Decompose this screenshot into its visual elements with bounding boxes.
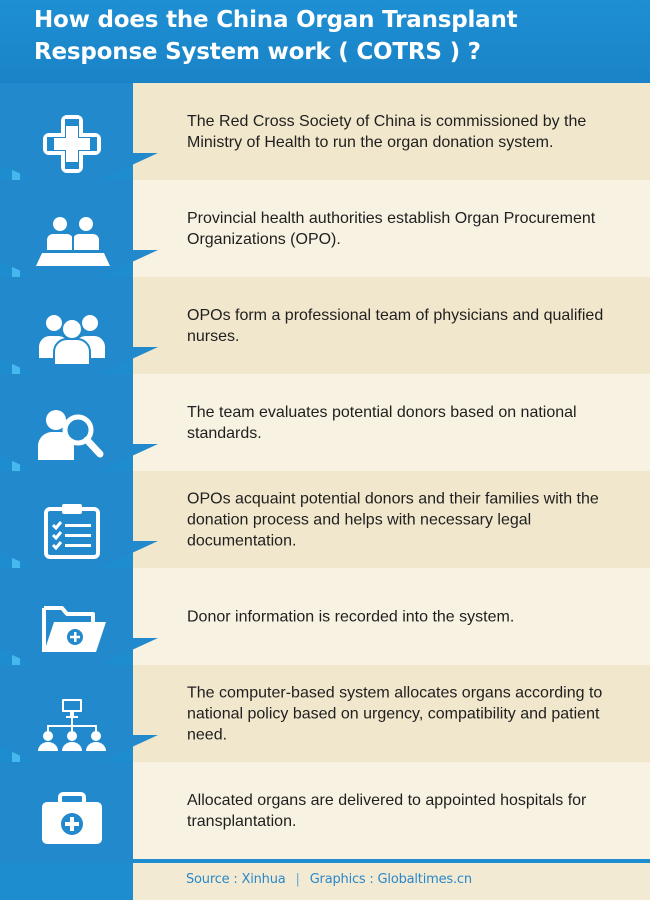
- step-text-3: OPOs form a professional team of physicians and qualified nurses.: [187, 306, 604, 345]
- step-row-2: [133, 180, 650, 277]
- graphics-credit: Graphics : Globaltimes.cn: [309, 872, 472, 887]
- footer-separator: |: [295, 872, 300, 887]
- step-text-7: The computer-based system allocates organs according to national policy based on urgency, compatibility and patient need.: [187, 684, 603, 743]
- step-row-7: [133, 665, 650, 762]
- medical-kit-icon: [30, 790, 114, 852]
- folder-plus-icon: [30, 598, 114, 660]
- page-title: How does the China Organ Transplant Response System work ( COTRS ) ?: [34, 7, 518, 65]
- team-icon: [30, 307, 114, 369]
- step-row-1: [133, 83, 650, 180]
- footer: [133, 863, 650, 900]
- step-row-8: [133, 762, 650, 859]
- step-row-5: [133, 471, 650, 568]
- source-credit: Source : Xinhua: [186, 872, 286, 887]
- red-cross-icon: [30, 113, 114, 175]
- step-row-6: [133, 568, 650, 665]
- step-row-4: [133, 374, 650, 471]
- header-banner: [0, 0, 650, 83]
- step-text-8: Allocated organs are delivered to appointed hospitals for transplantation.: [187, 791, 587, 830]
- step-text-5: OPOs acquaint potential donors and their families with the donation process and helps with necessary legal documentation.: [187, 490, 599, 549]
- person-search-icon: [30, 404, 114, 466]
- clipboard-checklist-icon: [30, 501, 114, 563]
- meeting-icon: [30, 210, 114, 272]
- computer-network-icon: [30, 695, 114, 757]
- step-text-2: Provincial health authorities establish Organ Procurement Organizations (OPO).: [187, 209, 596, 248]
- step-text-6: Donor information is recorded into the system.: [187, 608, 515, 625]
- step-text-4: The team evaluates potential donors based on national standards.: [187, 403, 577, 442]
- step-text-1: The Red Cross Society of China is commissioned by the Ministry of Health to run the organ donation system.: [187, 112, 587, 151]
- step-row-3: [133, 277, 650, 374]
